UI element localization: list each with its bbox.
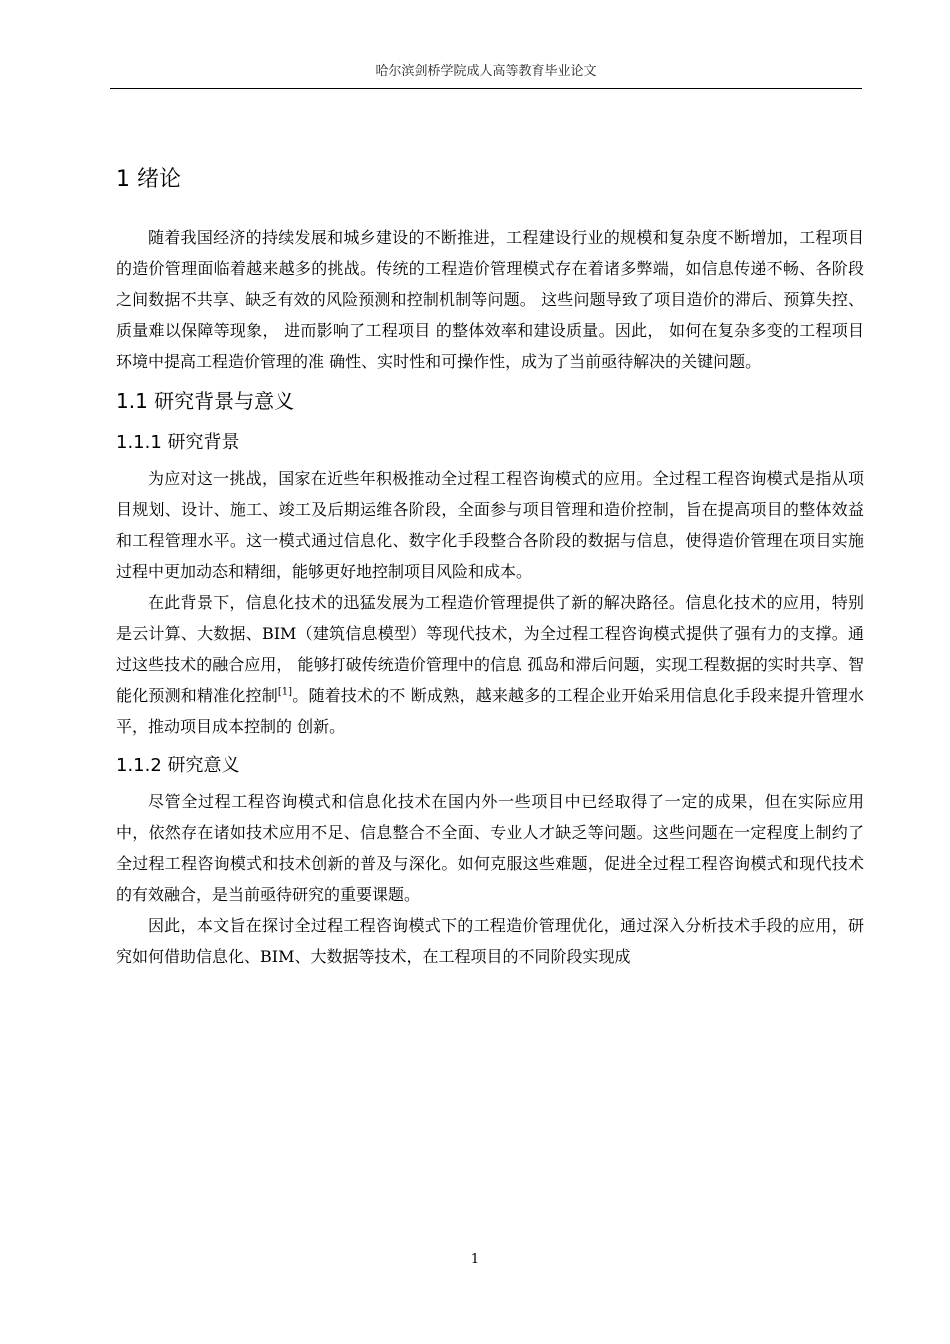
page-content	[116, 160, 864, 972]
header-rule	[110, 88, 862, 89]
page-number: 1	[470, 1252, 480, 1267]
running-header: 哈尔滨剑桥学院成人高等教育毕业论文	[375, 64, 597, 79]
section-title-1-1: 1.1 研究背景与意义	[116, 389, 295, 413]
background-paragraph-2-text: 在此背景下，信息化技术的迅猛发展为工程造价管理提供了新的解决路径。信息化技术的应用，特别是云计算、大数据、BIM（建筑信息模型）等现代技术，为全过程工程咨询模式提供了强有力的支撑。通过这些技术的融合应用， 能够打破传统造价管理中的信息 孤岛和滞后问题，实现工程数据的实时共享、智能化预测和精准化控制	[116, 593, 864, 705]
chapter-intro-paragraph: 随着我国经济的持续发展和城乡建设的不断推进，工程建设行业的规模和复杂度不断增加，工程项目的造价管理面临着越来越多的挑战。传统的工程造价管理模式存在着诸多弊端，如信息传递不畅、各阶段之间数据不共享、缺乏有效的风险预测和控制机制等问题。 这些问题导致了项目造价的滞后、预算失控、质量难以保障等现象， 进而影响了工程项目 的整体效率和建设质量。因此， 如何在复杂多变的工程项目环境中提高工程造价管理的准 确性、实时性和可操作性，成为了当前亟待解决的关键问题。	[116, 228, 864, 371]
subsection-title-1-1-2: 1.1.2 研究意义	[116, 755, 240, 776]
significance-paragraph-1: 尽管全过程工程咨询模式和信息化技术在国内外一些项目中已经取得了一定的成果，但在实际应用中，依然存在诸如技术应用不足、信息整合不全面、专业人才缺乏等问题。这些问题在一定程度上制约了全过程工程咨询模式和技术创新的普及与深化。如何克服这些难题，促进全过程工程咨询模式和现代技术的有效融合，是当前亟待研究的重要课题。	[116, 792, 864, 904]
chapter-title: 1 绪论	[116, 167, 181, 192]
background-paragraph-2	[116, 587, 864, 742]
background-paragraph-1: 为应对这一挑战，国家在近些年积极推动全过程工程咨询模式的应用。全过程工程咨询模式是指从项目规划、设计、施工、竣工及后期运维各阶段，全面参与项目管理和造价控制，旨在提高项目的整体效益和工程管理水平。这一模式通过信息化、数字化手段整合各阶段的数据与信息，使得造价管理在项目实施过程中更加动态和精细，能够更好地控制项目风险和成本。	[116, 469, 864, 581]
subsection-title-1-1-1: 1.1.1 研究背景	[116, 432, 240, 453]
citation-reference[interactable]: [1]	[277, 686, 293, 698]
background-paragraph-2-tail: 。随着技术的不 断成熟，越来越多的工程企业开始采用信息化手段来提升管理水平，推动项目成本控制的 创新。	[116, 686, 864, 736]
significance-paragraph-2: 因此，本文旨在探讨全过程工程咨询模式下的工程造价管理优化，通过深入分析技术手段的应用，研究如何借助信息化、BIM、大数据等技术，在工程项目的不同阶段实现成	[116, 916, 864, 966]
